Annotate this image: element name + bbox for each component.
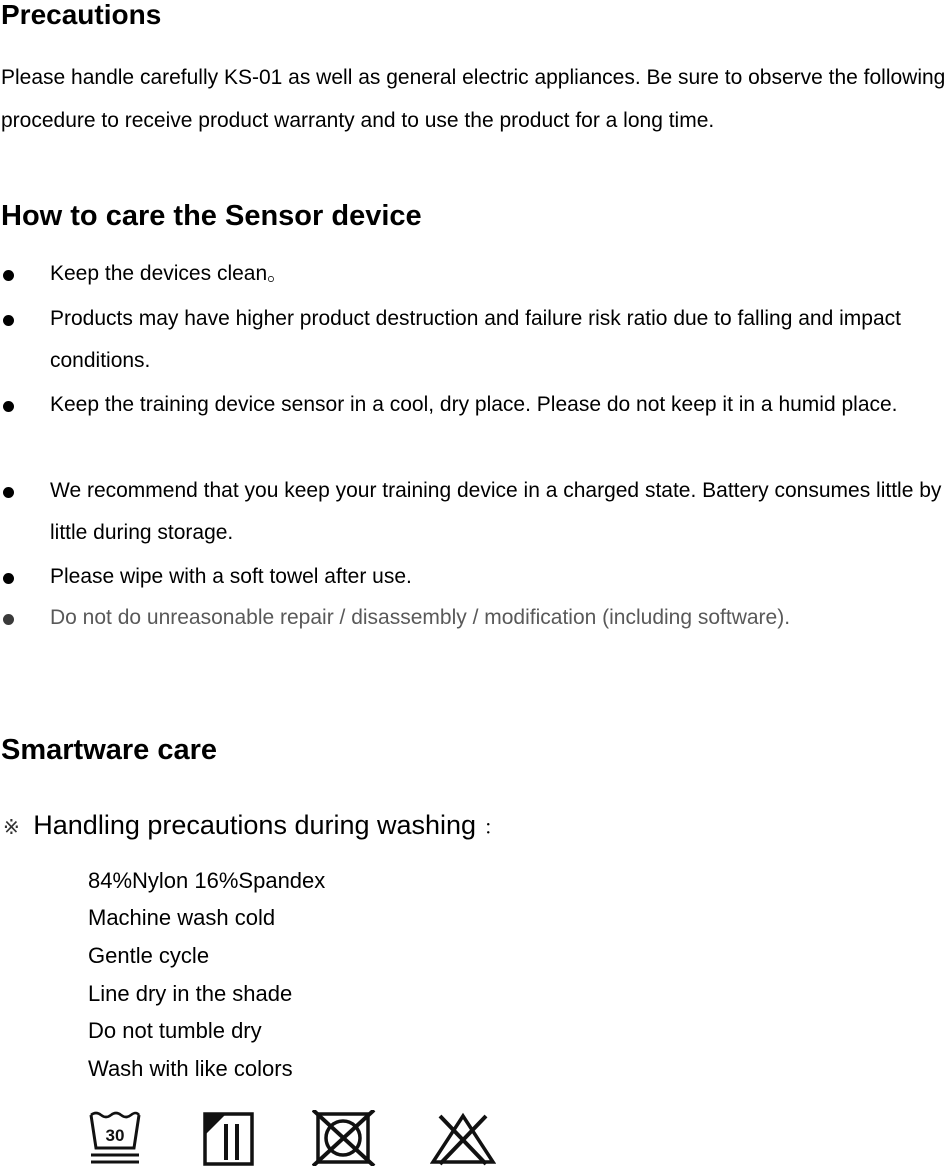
sensor-care-item-text: Keep the training device sensor in a cool, dry place. Please do not keep it in a humid place. — [50, 393, 898, 416]
care-instruction: Wash with like colors — [88, 1056, 293, 1081]
bullet-icon — [3, 401, 14, 412]
washing-heading-colon: ： — [483, 817, 504, 839]
sensor-care-item-text: Products may have higher product destruction and failure risk ratio due to falling and impact conditions. — [50, 307, 901, 372]
precautions-title: Precautions — [1, 0, 162, 30]
bullet-icon — [3, 487, 14, 498]
precautions-intro: Please handle carefully KS-01 as well as general electric appliances. Be sure to observe the following procedure to receive product warranty and to use the product for a long time. — [1, 66, 946, 132]
bullet-icon — [3, 315, 14, 326]
wash-30-gentle-icon — [88, 1110, 142, 1166]
bullet-icon — [3, 573, 14, 584]
care-instruction: Machine wash cold — [88, 905, 276, 930]
care-instruction: Do not tumble dry — [88, 1018, 262, 1043]
washing-heading-text: Handling precautions during washing — [33, 810, 477, 840]
bullet-icon — [3, 270, 14, 281]
sensor-care-item-text: We recommend that you keep your training device in a charged state. Battery consumes little by little during storage. — [50, 479, 942, 544]
svg-text:30: 30 — [105, 1126, 125, 1145]
washing-heading — [3, 810, 504, 843]
reference-mark: ※ — [3, 817, 20, 839]
smartware-care-title: Smartware care — [1, 734, 218, 766]
bullet-icon — [3, 614, 14, 625]
do-not-tumble-dry-icon — [312, 1110, 376, 1166]
sensor-care-item-text: Keep the devices clean。 — [50, 262, 289, 285]
line-dry-shade-icon — [202, 1110, 256, 1166]
sensor-care-title: How to care the Sensor device — [1, 200, 422, 232]
sensor-care-item-text: Do not do unreasonable repair / disassembly / modification (including software). — [50, 606, 791, 629]
care-instruction: 84%Nylon 16%Spandex — [88, 868, 326, 893]
sensor-care-item-text: Please wipe with a soft towel after use. — [50, 565, 412, 588]
do-not-bleach-icon — [430, 1110, 496, 1166]
care-instruction: Line dry in the shade — [88, 981, 293, 1006]
care-instruction: Gentle cycle — [88, 943, 210, 968]
